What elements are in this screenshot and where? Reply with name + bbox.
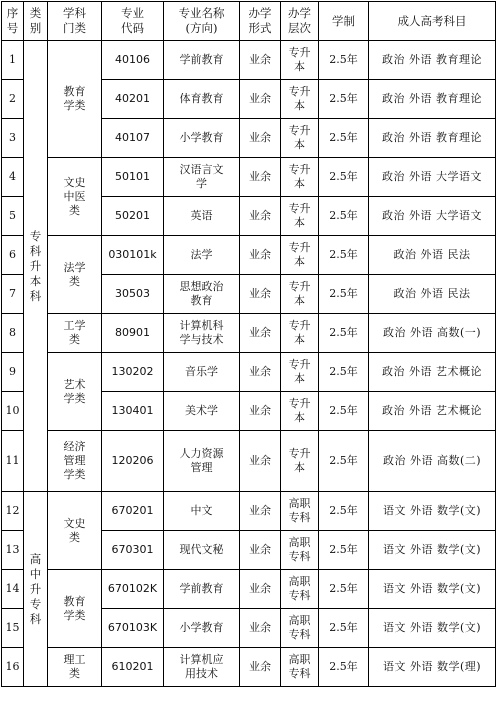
header-subjects: 成人高考科目 (369, 2, 496, 41)
cell-major: 美术学 (164, 392, 240, 431)
discipline-cell: 理工类 (48, 648, 102, 687)
header-discipline: 学科门类 (48, 2, 102, 41)
table-row (2, 492, 496, 531)
cell-form: 业余 (240, 531, 281, 570)
cell-seq: 13 (2, 531, 24, 570)
cell-major: 汉语言文学 (164, 158, 240, 197)
cell-subjects: 语文 外语 数学(理) (369, 648, 496, 687)
cell-code: 030101k (102, 236, 164, 275)
cell-subjects: 政治 外语 艺术概论 (369, 392, 496, 431)
cell-major: 小学教育 (164, 609, 240, 648)
cell-form: 业余 (240, 648, 281, 687)
cell-major: 计算机科学与技术 (164, 314, 240, 353)
cell-duration: 2.5年 (319, 431, 369, 492)
cell-code: 670301 (102, 531, 164, 570)
cell-level: 专升本 (281, 80, 319, 119)
cell-seq: 15 (2, 609, 24, 648)
cell-seq: 6 (2, 236, 24, 275)
cell-code: 670102K (102, 570, 164, 609)
cell-subjects: 语文 外语 数学(文) (369, 609, 496, 648)
cell-form: 业余 (240, 275, 281, 314)
cell-code: 40201 (102, 80, 164, 119)
discipline-cell: 经济管理学类 (48, 431, 102, 492)
cell-seq: 14 (2, 570, 24, 609)
cell-major: 法学 (164, 236, 240, 275)
cell-duration: 2.5年 (319, 609, 369, 648)
cell-subjects: 政治 外语 教育理论 (369, 80, 496, 119)
cell-subjects: 政治 外语 民法 (369, 275, 496, 314)
cell-level: 高职专科 (281, 531, 319, 570)
discipline-cell: 艺术学类 (48, 353, 102, 431)
cell-level: 专升本 (281, 275, 319, 314)
cell-code: 50201 (102, 197, 164, 236)
table-row (2, 570, 496, 609)
cell-level: 高职专科 (281, 648, 319, 687)
discipline-cell: 文史中医类 (48, 158, 102, 236)
cell-subjects: 政治 外语 教育理论 (369, 119, 496, 158)
cell-seq: 3 (2, 119, 24, 158)
cell-code: 130401 (102, 392, 164, 431)
discipline-cell: 教育学类 (48, 41, 102, 158)
cell-form: 业余 (240, 314, 281, 353)
cell-seq: 12 (2, 492, 24, 531)
cell-major: 体育教育 (164, 80, 240, 119)
table-row (2, 353, 496, 392)
cell-code: 670103K (102, 609, 164, 648)
cell-major: 思想政治教育 (164, 275, 240, 314)
header-code: 专业代码 (102, 2, 164, 41)
cell-level: 专升本 (281, 41, 319, 80)
cell-level: 高职专科 (281, 492, 319, 531)
cell-level: 专升本 (281, 119, 319, 158)
header-duration: 学制 (319, 2, 369, 41)
cell-seq: 7 (2, 275, 24, 314)
cell-level: 专升本 (281, 392, 319, 431)
cell-subjects: 政治 外语 大学语文 (369, 158, 496, 197)
cell-subjects: 政治 外语 大学语文 (369, 197, 496, 236)
cell-form: 业余 (240, 609, 281, 648)
cell-code: 40106 (102, 41, 164, 80)
cell-seq: 10 (2, 392, 24, 431)
cell-seq: 11 (2, 431, 24, 492)
cell-major: 现代文秘 (164, 531, 240, 570)
cell-major: 中文 (164, 492, 240, 531)
cell-duration: 2.5年 (319, 353, 369, 392)
cell-level: 高职专科 (281, 609, 319, 648)
cell-form: 业余 (240, 392, 281, 431)
cell-code: 670201 (102, 492, 164, 531)
cell-seq: 8 (2, 314, 24, 353)
cell-duration: 2.5年 (319, 275, 369, 314)
cell-level: 高职专科 (281, 570, 319, 609)
table-row (2, 41, 496, 80)
cell-duration: 2.5年 (319, 492, 369, 531)
cell-code: 30503 (102, 275, 164, 314)
cell-level: 专升本 (281, 197, 319, 236)
cell-form: 业余 (240, 197, 281, 236)
cell-major: 小学教育 (164, 119, 240, 158)
cell-code: 130202 (102, 353, 164, 392)
cell-level: 专升本 (281, 158, 319, 197)
cell-form: 业余 (240, 570, 281, 609)
major-table (1, 1, 496, 687)
cell-subjects: 政治 外语 高数(一) (369, 314, 496, 353)
header-level: 办学层次 (281, 2, 319, 41)
cell-form: 业余 (240, 492, 281, 531)
cell-form: 业余 (240, 236, 281, 275)
cell-duration: 2.5年 (319, 236, 369, 275)
table-row (2, 431, 496, 492)
cell-level: 专升本 (281, 236, 319, 275)
category-cell: 高中升专科 (24, 492, 48, 687)
cell-seq: 4 (2, 158, 24, 197)
cell-subjects: 政治 外语 高数(二) (369, 431, 496, 492)
cell-subjects: 语文 外语 数学(文) (369, 570, 496, 609)
discipline-cell: 文史类 (48, 492, 102, 570)
header-major: 专业名称(方向) (164, 2, 240, 41)
cell-duration: 2.5年 (319, 392, 369, 431)
discipline-cell: 法学类 (48, 236, 102, 314)
cell-duration: 2.5年 (319, 158, 369, 197)
table-row (2, 314, 496, 353)
header-row (2, 2, 496, 41)
cell-seq: 16 (2, 648, 24, 687)
cell-major: 学前教育 (164, 570, 240, 609)
cell-duration: 2.5年 (319, 531, 369, 570)
cell-level: 专升本 (281, 353, 319, 392)
cell-duration: 2.5年 (319, 570, 369, 609)
table-row (2, 236, 496, 275)
cell-seq: 9 (2, 353, 24, 392)
cell-form: 业余 (240, 119, 281, 158)
cell-duration: 2.5年 (319, 197, 369, 236)
cell-duration: 2.5年 (319, 314, 369, 353)
cell-major: 音乐学 (164, 353, 240, 392)
header-category: 类别 (24, 2, 48, 41)
cell-subjects: 政治 外语 教育理论 (369, 41, 496, 80)
table-row (2, 648, 496, 687)
cell-code: 40107 (102, 119, 164, 158)
cell-code: 50101 (102, 158, 164, 197)
cell-form: 业余 (240, 41, 281, 80)
cell-major: 学前教育 (164, 41, 240, 80)
cell-code: 120206 (102, 431, 164, 492)
discipline-cell: 工学类 (48, 314, 102, 353)
header-form: 办学形式 (240, 2, 281, 41)
cell-subjects: 语文 外语 数学(文) (369, 531, 496, 570)
cell-form: 业余 (240, 158, 281, 197)
discipline-cell: 教育学类 (48, 570, 102, 648)
cell-duration: 2.5年 (319, 41, 369, 80)
cell-level: 专升本 (281, 314, 319, 353)
cell-subjects: 政治 外语 艺术概论 (369, 353, 496, 392)
category-cell: 专科升本科 (24, 41, 48, 492)
cell-code: 80901 (102, 314, 164, 353)
cell-major: 计算机应用技术 (164, 648, 240, 687)
cell-duration: 2.5年 (319, 119, 369, 158)
cell-subjects: 语文 外语 数学(文) (369, 492, 496, 531)
cell-seq: 1 (2, 41, 24, 80)
cell-seq: 5 (2, 197, 24, 236)
cell-seq: 2 (2, 80, 24, 119)
cell-level: 专升本 (281, 431, 319, 492)
table-row (2, 158, 496, 197)
cell-duration: 2.5年 (319, 648, 369, 687)
cell-form: 业余 (240, 80, 281, 119)
cell-subjects: 政治 外语 民法 (369, 236, 496, 275)
cell-form: 业余 (240, 431, 281, 492)
cell-form: 业余 (240, 353, 281, 392)
header-seq: 序号 (2, 2, 24, 41)
cell-duration: 2.5年 (319, 80, 369, 119)
cell-major: 人力资源管理 (164, 431, 240, 492)
cell-major: 英语 (164, 197, 240, 236)
cell-code: 610201 (102, 648, 164, 687)
